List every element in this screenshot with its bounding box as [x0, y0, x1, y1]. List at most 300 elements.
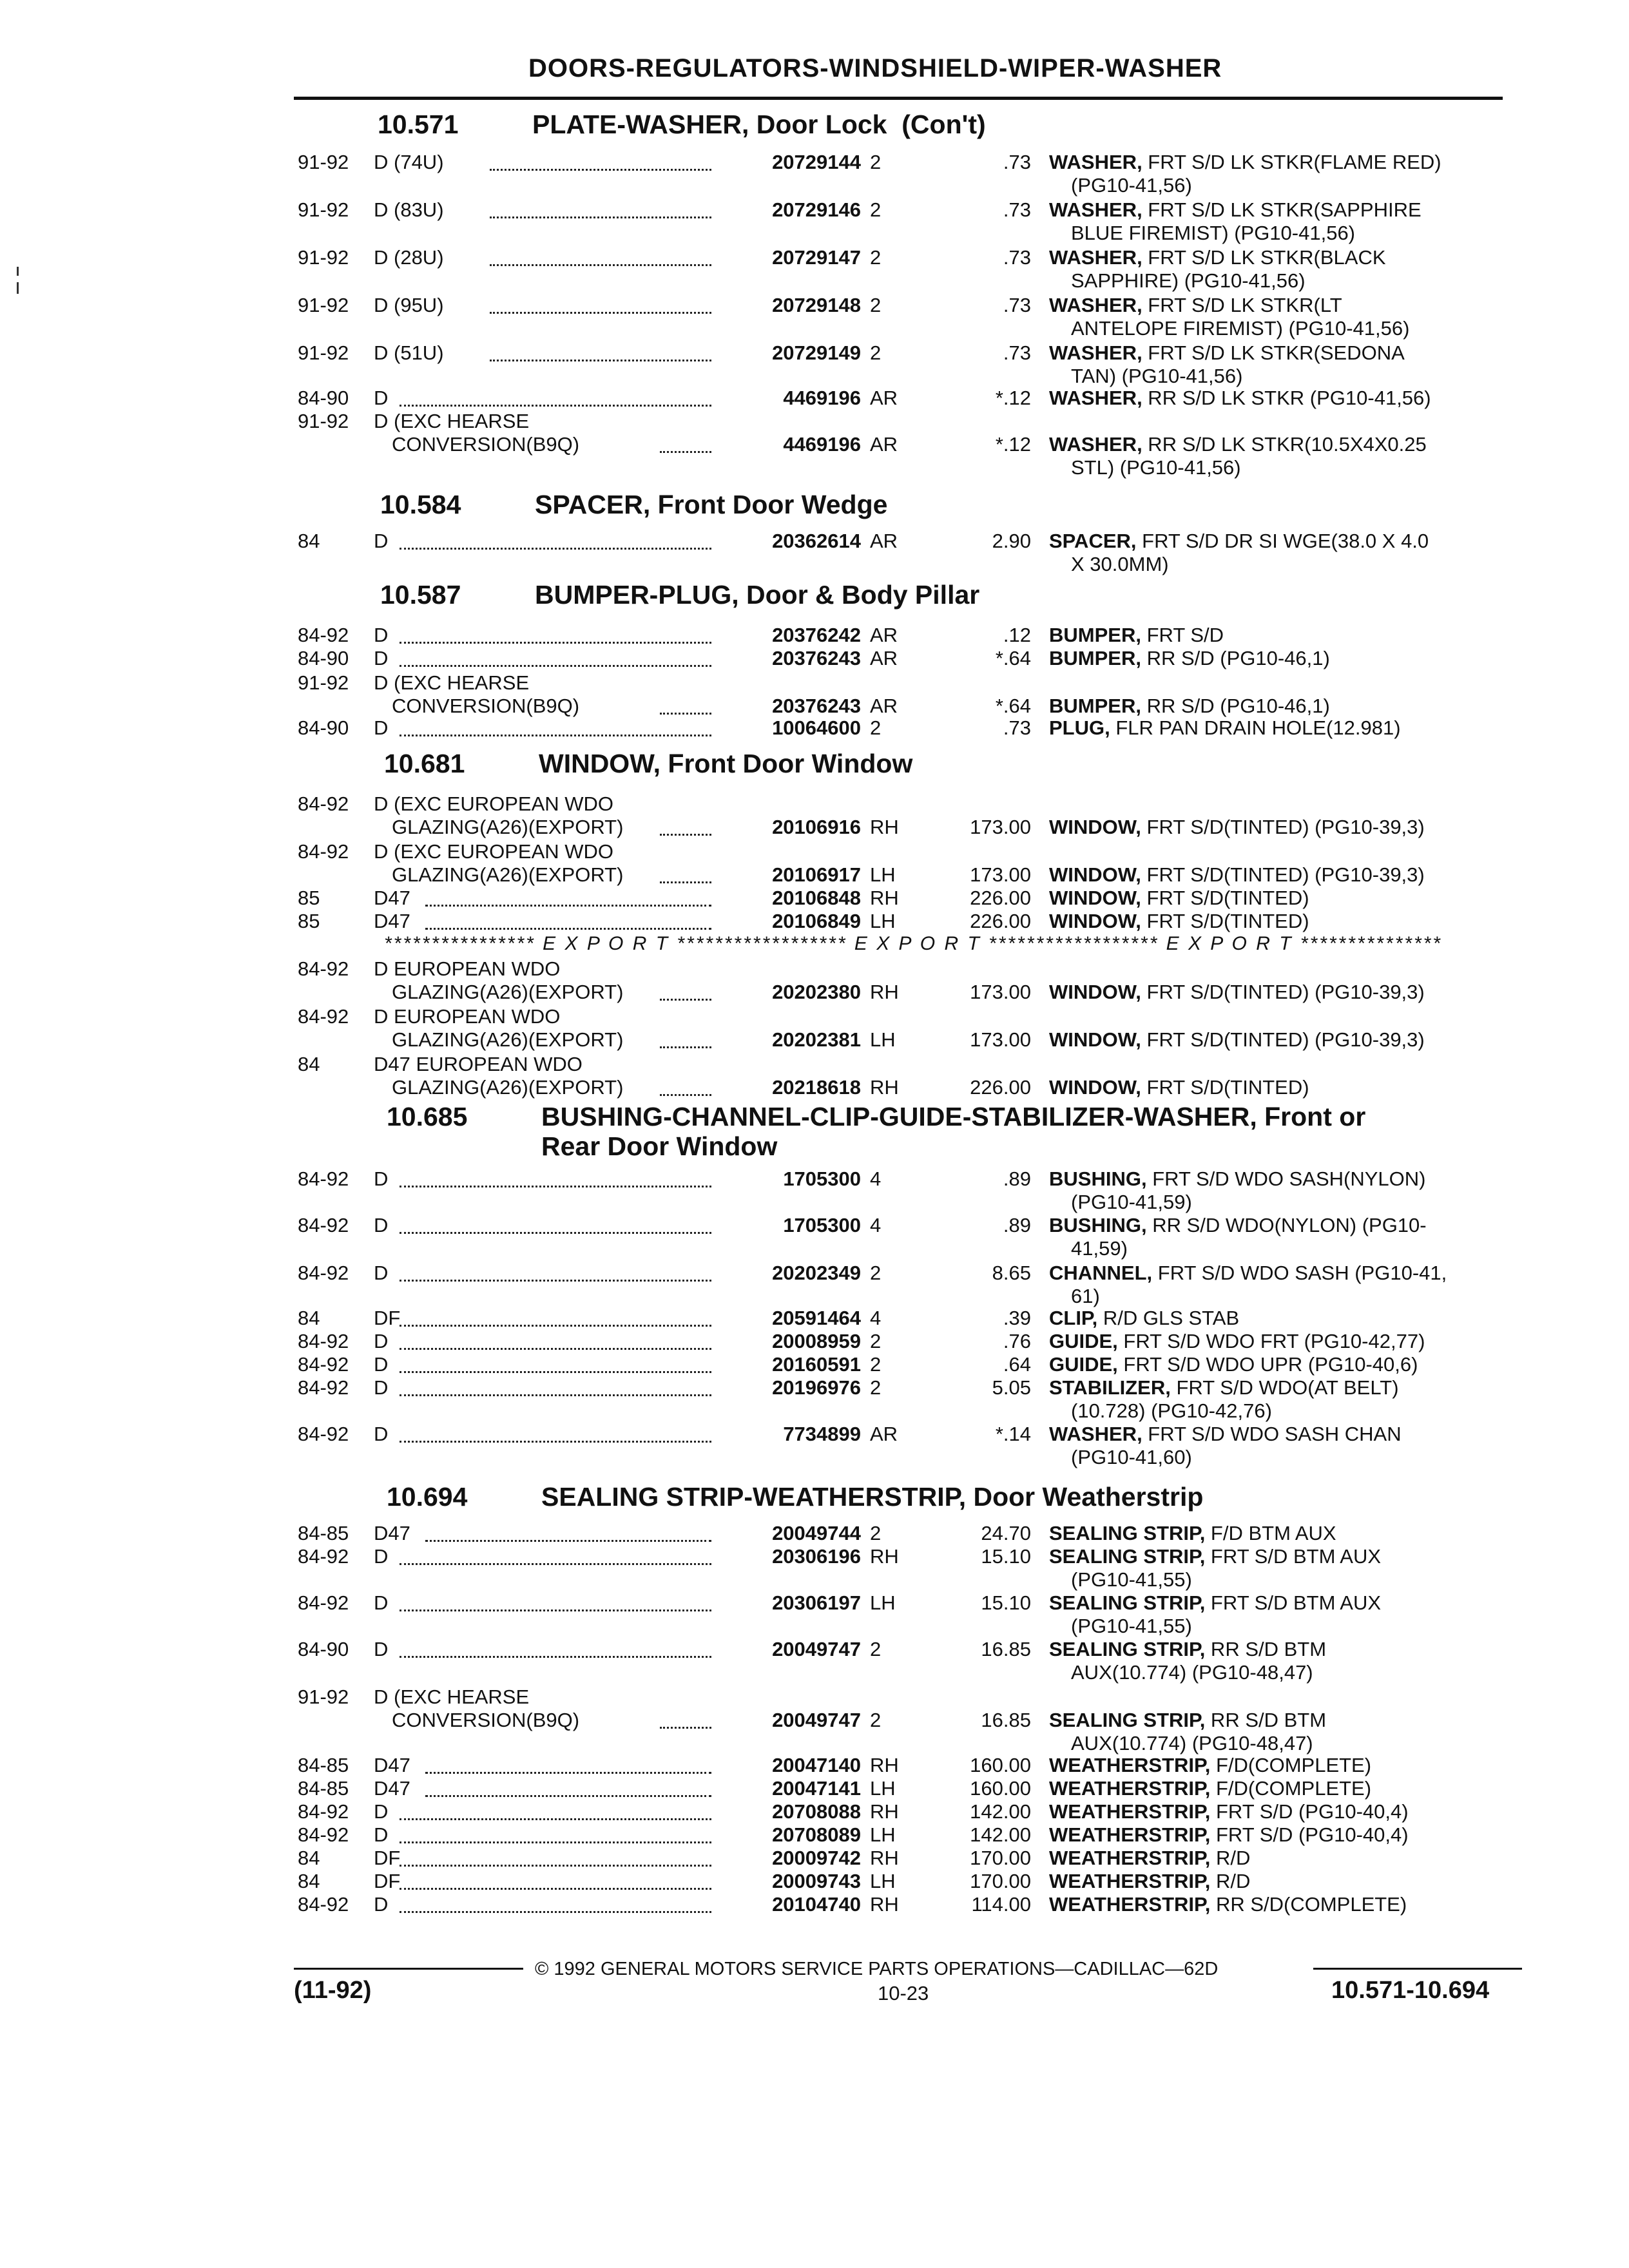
part-description-cont: (10.728) (PG10-42,76)	[1071, 1399, 1272, 1422]
dot-leader	[400, 1862, 711, 1867]
part-number: 20104740	[772, 1893, 861, 1916]
quantity: LH	[870, 1823, 896, 1846]
part-name: SEALING STRIP,	[1049, 1545, 1206, 1568]
body-style: D	[374, 1823, 389, 1846]
quantity: 4	[870, 1214, 882, 1236]
section-heading	[387, 1102, 1547, 1161]
part-number: 20376242	[772, 624, 861, 646]
model-years: 91-92	[298, 294, 349, 316]
model-years: 84-85	[298, 1522, 349, 1544]
price: *.14	[995, 1423, 1031, 1445]
part-detail: FRT S/D(TINTED) (PG10-39,3)	[1141, 981, 1425, 1003]
price: 114.00	[971, 1893, 1031, 1916]
dot-leader	[400, 1392, 711, 1396]
part-detail: FRT S/D LK STKR(FLAME RED)	[1142, 151, 1441, 173]
price: *.12	[995, 387, 1031, 409]
part-detail: RR S/D(COMPLETE)	[1210, 1893, 1407, 1916]
parts-row	[0, 1376, 1629, 1424]
part-detail: RR S/D (PG10-46,1)	[1141, 647, 1330, 669]
part-description-cont: (PG10-41,60)	[1071, 1446, 1192, 1468]
quantity: 4	[870, 1307, 882, 1329]
part-detail: R/D GLS STAB	[1097, 1307, 1240, 1329]
part-description	[1049, 530, 1429, 553]
price: .89	[1003, 1214, 1031, 1236]
part-name: STABILIZER,	[1049, 1376, 1171, 1399]
quantity: 2	[870, 1353, 882, 1376]
part-name: BUMPER,	[1049, 647, 1141, 669]
body-style-cont: GLAZING(A26)(EXPORT)	[392, 1028, 624, 1051]
body-style: D (EXC HEARSE	[374, 1686, 530, 1708]
part-description	[1049, 1893, 1407, 1916]
model-years: 91-92	[298, 341, 349, 364]
parts-row	[0, 246, 1629, 294]
part-detail: FRT S/D WDO SASH(NYLON)	[1146, 1168, 1426, 1190]
dot-leader	[660, 879, 711, 883]
quantity: 2	[870, 1709, 882, 1731]
margin-mark	[17, 267, 19, 276]
price: 226.00	[970, 1076, 1031, 1099]
parts-row	[0, 1893, 1629, 1941]
parts-row	[0, 1053, 1629, 1100]
part-description-cont: SAPPHIRE) (PG10-41,56)	[1071, 269, 1306, 292]
dot-leader	[400, 1839, 711, 1843]
body-style: DF	[374, 1307, 401, 1329]
part-description-cont: (PG10-41,56)	[1071, 174, 1192, 197]
part-name: GUIDE,	[1049, 1330, 1118, 1352]
quantity: RH	[870, 1800, 899, 1823]
part-number: 20708088	[772, 1800, 861, 1823]
footer-section-range: 10.571-10.694	[1331, 1977, 1490, 2004]
part-description-cont: (PG10-41,59)	[1071, 1191, 1192, 1213]
parts-row	[0, 1005, 1629, 1053]
part-name: WEATHERSTRIP,	[1049, 1893, 1211, 1916]
dot-leader	[660, 996, 711, 1001]
part-name: SEALING STRIP,	[1049, 1638, 1206, 1660]
price: .73	[1003, 151, 1031, 173]
body-style-cont: GLAZING(A26)(EXPORT)	[392, 816, 624, 838]
model-years: 84-92	[298, 793, 349, 815]
section-title-suffix: (Con't)	[901, 110, 986, 139]
part-number: 20047140	[772, 1754, 861, 1776]
part-description	[1049, 716, 1401, 740]
part-number: 20049747	[772, 1638, 861, 1660]
section-title-text: BUMPER-PLUG, Door & Body Pillar	[535, 580, 980, 610]
section-number: 10.685	[387, 1102, 468, 1131]
part-description-cont: (PG10-41,55)	[1071, 1615, 1192, 1637]
price: 160.00	[970, 1754, 1031, 1776]
quantity: 2	[870, 1262, 882, 1284]
quantity: AR	[870, 624, 898, 646]
part-number: 20729146	[772, 198, 861, 221]
dot-leader	[425, 1537, 711, 1542]
quantity: 2	[870, 1522, 882, 1544]
part-name: WASHER,	[1049, 341, 1142, 364]
body-style-cont: CONVERSION(B9Q)	[392, 1709, 580, 1731]
part-number: 1705300	[783, 1214, 861, 1236]
part-name: WINDOW,	[1049, 1076, 1141, 1099]
quantity: AR	[870, 433, 898, 456]
part-name: WASHER,	[1049, 433, 1142, 456]
quantity: RH	[870, 1076, 899, 1099]
body-style: D	[374, 387, 389, 409]
part-description-cont: AUX(10.774) (PG10-48,47)	[1071, 1661, 1313, 1684]
model-years: 84-90	[298, 647, 349, 669]
part-number: 20202349	[772, 1262, 861, 1284]
part-number: 7734899	[783, 1423, 861, 1445]
part-detail: FRT S/D	[1141, 624, 1224, 646]
price: 15.10	[981, 1545, 1031, 1568]
part-detail: FRT S/D WDO SASH (PG10-41,	[1152, 1262, 1447, 1284]
dot-leader	[400, 1885, 711, 1890]
part-number: 20306196	[772, 1545, 861, 1568]
section-title	[535, 580, 979, 610]
part-number: 20106849	[772, 910, 861, 932]
dot-leader	[425, 925, 711, 930]
parts-row	[0, 1638, 1629, 1686]
part-detail: RR S/D BTM	[1205, 1638, 1327, 1660]
dot-leader	[660, 1091, 711, 1096]
part-description	[1049, 863, 1425, 887]
body-style: D (28U)	[374, 246, 444, 269]
part-description	[1049, 1709, 1326, 1732]
part-description	[1049, 1307, 1239, 1330]
quantity: 4	[870, 1168, 882, 1190]
quantity: RH	[870, 1893, 899, 1916]
body-style: D	[374, 624, 389, 646]
model-years: 84	[298, 530, 320, 552]
part-description	[1049, 1522, 1336, 1545]
part-description-cont: (PG10-41,55)	[1071, 1568, 1192, 1591]
dot-leader	[425, 902, 711, 907]
part-description-cont: BLUE FIREMIST) (PG10-41,56)	[1071, 222, 1356, 244]
parts-row	[0, 341, 1629, 389]
part-number: 20202380	[772, 981, 861, 1003]
part-description	[1049, 1076, 1309, 1099]
part-name: WINDOW,	[1049, 887, 1141, 909]
section-title	[535, 490, 887, 520]
parts-row	[0, 1423, 1629, 1470]
dot-leader	[425, 1792, 711, 1797]
model-years: 84-92	[298, 1168, 349, 1190]
price: .73	[1003, 294, 1031, 316]
model-years: 84-90	[298, 716, 349, 739]
dot-leader	[400, 1369, 711, 1373]
quantity: RH	[870, 1754, 899, 1776]
part-number: 20362614	[772, 530, 861, 552]
part-description	[1049, 1638, 1326, 1661]
section-title-text: WINDOW, Front Door Window	[539, 749, 913, 778]
body-style: D EUROPEAN WDO	[374, 1005, 561, 1028]
parts-row	[0, 793, 1629, 840]
parts-row	[0, 410, 1629, 479]
price: .73	[1003, 246, 1031, 269]
part-name: WEATHERSTRIP,	[1049, 1847, 1211, 1869]
dot-leader	[400, 639, 711, 644]
body-style: D	[374, 1262, 389, 1284]
body-style: D47	[374, 887, 410, 909]
body-style: D	[374, 1423, 389, 1445]
part-detail: RR S/D (PG10-46,1)	[1141, 695, 1330, 717]
part-description	[1049, 1777, 1371, 1800]
model-years: 84-92	[298, 957, 349, 980]
body-style: D	[374, 1638, 389, 1660]
part-description	[1049, 1262, 1447, 1285]
part-name: WASHER,	[1049, 198, 1142, 221]
export-banner: **************** E X P O R T ****************** E X P O R T ****************** E X P O R T ***************	[384, 933, 1442, 954]
dot-leader	[400, 1561, 711, 1565]
price: .76	[1003, 1330, 1031, 1352]
model-years: 85	[298, 887, 320, 909]
quantity: LH	[870, 1591, 896, 1614]
part-name: WASHER,	[1049, 151, 1142, 173]
part-number: 20202381	[772, 1028, 861, 1051]
dot-leader	[400, 1183, 711, 1187]
part-detail: RR S/D LK STKR (PG10-41,56)	[1142, 387, 1431, 409]
quantity: AR	[870, 387, 898, 409]
body-style: D	[374, 716, 389, 739]
quantity: 2	[870, 151, 882, 173]
part-detail: F/D(COMPLETE)	[1210, 1754, 1372, 1776]
dot-leader	[400, 732, 711, 736]
part-number: 20049747	[772, 1709, 861, 1731]
parts-row	[0, 530, 1629, 577]
part-number: 20196976	[772, 1376, 861, 1399]
price: 226.00	[970, 910, 1031, 932]
part-description	[1049, 1545, 1381, 1568]
body-style: D (EXC EUROPEAN WDO	[374, 840, 614, 863]
part-name: WINDOW,	[1049, 981, 1141, 1003]
dot-leader	[400, 1908, 711, 1913]
part-detail: FRT S/D LK STKR(SAPPHIRE	[1142, 198, 1422, 221]
price: .64	[1003, 1353, 1031, 1376]
section-title	[532, 110, 986, 140]
section-title-text: SEALING STRIP-WEATHERSTRIP, Door Weatherstrip	[541, 1482, 1204, 1512]
section-number: 10.694	[387, 1482, 468, 1512]
dot-leader	[400, 1653, 711, 1658]
parts-row	[0, 1591, 1629, 1639]
part-detail: FRT S/D(TINTED) (PG10-39,3)	[1141, 816, 1425, 838]
part-detail: RR S/D WDO(NYLON) (PG10-	[1146, 1214, 1427, 1236]
body-style: D	[374, 1591, 389, 1614]
part-description	[1049, 981, 1425, 1004]
price: 16.85	[981, 1709, 1031, 1731]
body-style: D47 EUROPEAN WDO	[374, 1053, 583, 1075]
model-years: 91-92	[298, 198, 349, 221]
part-detail: FRT S/D WDO SASH CHAN	[1142, 1423, 1402, 1445]
quantity: RH	[870, 981, 899, 1003]
part-name: WEATHERSTRIP,	[1049, 1777, 1211, 1800]
part-number: 20106917	[772, 863, 861, 886]
part-detail: F/D BTM AUX	[1205, 1522, 1336, 1544]
part-detail: R/D	[1210, 1870, 1251, 1892]
model-years: 84	[298, 1053, 320, 1075]
part-name: PLUG,	[1049, 716, 1110, 739]
part-number: 1705300	[783, 1168, 861, 1190]
model-years: 84-92	[298, 1823, 349, 1846]
dot-leader	[400, 402, 711, 407]
part-detail: FRT S/D LK STKR(SEDONA	[1142, 341, 1405, 364]
part-name: CLIP,	[1049, 1307, 1098, 1329]
part-name: WINDOW,	[1049, 863, 1141, 886]
section-heading	[380, 580, 1540, 611]
margin-mark	[17, 282, 19, 294]
part-name: BUSHING,	[1049, 1214, 1147, 1236]
model-years: 84-92	[298, 1262, 349, 1284]
price: 16.85	[981, 1638, 1031, 1660]
part-number: 20306197	[772, 1591, 861, 1614]
part-description	[1049, 816, 1425, 839]
body-style: D	[374, 1353, 389, 1376]
body-style: D	[374, 1893, 389, 1916]
quantity: 2	[870, 1376, 882, 1399]
part-name: WEATHERSTRIP,	[1049, 1754, 1211, 1776]
model-years: 84-92	[298, 1545, 349, 1568]
part-detail: FRT S/D(TINTED) (PG10-39,3)	[1141, 863, 1425, 886]
model-years: 84-85	[298, 1777, 349, 1800]
part-description	[1049, 433, 1427, 456]
part-detail: FRT S/D DR SI WGE(38.0 X 4.0	[1136, 530, 1429, 552]
model-years: 84-92	[298, 1005, 349, 1028]
part-description	[1049, 1028, 1425, 1052]
price: .73	[1003, 198, 1031, 221]
body-style: D (EXC HEARSE	[374, 410, 530, 432]
dot-leader	[400, 1322, 711, 1327]
model-years: 84-90	[298, 1638, 349, 1660]
part-number: 20049744	[772, 1522, 861, 1544]
dot-leader	[400, 1229, 711, 1234]
price: 2.90	[992, 530, 1031, 552]
part-description-cont: STL) (PG10-41,56)	[1071, 456, 1241, 479]
part-number: 20729148	[772, 294, 861, 316]
part-number: 10064600	[772, 716, 861, 739]
part-number: 20591464	[772, 1307, 861, 1329]
quantity: AR	[870, 647, 898, 669]
dot-leader	[400, 662, 711, 667]
part-description	[1049, 1214, 1427, 1237]
part-description-cont: TAN) (PG10-41,56)	[1071, 365, 1243, 387]
quantity: AR	[870, 695, 898, 717]
parts-row	[0, 294, 1629, 341]
footer-rule-right	[1313, 1968, 1522, 1970]
part-description-cont: 41,59)	[1071, 1237, 1128, 1260]
part-description	[1049, 1353, 1418, 1376]
body-style: D (95U)	[374, 294, 444, 316]
part-detail: FRT S/D WDO UPR (PG10-40,6)	[1117, 1353, 1418, 1376]
part-number: 20160591	[772, 1353, 861, 1376]
page-header-title: DOORS-REGULATORS-WINDSHIELD-WIPER-WASHER	[528, 54, 1222, 82]
part-name: WINDOW,	[1049, 816, 1141, 838]
part-number: 20729147	[772, 246, 861, 269]
dot-leader	[490, 262, 711, 266]
model-years: 91-92	[298, 246, 349, 269]
body-style: D	[374, 1545, 389, 1568]
part-detail: FRT S/D(TINTED)	[1141, 910, 1309, 932]
model-years: 84-92	[298, 1353, 349, 1376]
body-style: D (51U)	[374, 341, 444, 364]
body-style: D	[374, 1376, 389, 1399]
dot-leader	[490, 309, 711, 314]
part-number: 20218618	[772, 1076, 861, 1099]
part-description	[1049, 1847, 1250, 1870]
part-description	[1049, 910, 1309, 933]
footer-revision-date: (11-92)	[294, 1977, 372, 2004]
price: .12	[1003, 624, 1031, 646]
part-number: 4469196	[783, 433, 861, 456]
part-detail: FRT S/D (PG10-40,4)	[1210, 1800, 1409, 1823]
footer-copyright: © 1992 GENERAL MOTORS SERVICE PARTS OPERATIONS—CADILLAC—62D	[535, 1959, 1219, 1979]
part-name: GUIDE,	[1049, 1353, 1118, 1376]
dot-leader	[660, 1044, 711, 1048]
part-number: 20008959	[772, 1330, 861, 1352]
price: 142.00	[970, 1800, 1031, 1823]
dot-leader	[400, 1438, 711, 1443]
part-detail: FRT S/D WDO(AT BELT)	[1170, 1376, 1399, 1399]
body-style: D	[374, 1330, 389, 1352]
part-description	[1049, 624, 1224, 647]
body-style: D EUROPEAN WDO	[374, 957, 561, 980]
part-name: WEATHERSTRIP,	[1049, 1870, 1211, 1892]
part-number: 20009742	[772, 1847, 861, 1869]
part-description-cont: AUX(10.774) (PG10-48,47)	[1071, 1732, 1313, 1754]
price: 173.00	[970, 816, 1031, 838]
part-number: 20376243	[772, 695, 861, 717]
part-number: 20106848	[772, 887, 861, 909]
model-years: 84-92	[298, 624, 349, 646]
part-description	[1049, 387, 1431, 410]
quantity: 2	[870, 341, 882, 364]
part-name: BUMPER,	[1049, 695, 1141, 717]
part-detail: RR S/D BTM	[1205, 1709, 1327, 1731]
section-title-text: PLATE-WASHER, Door Lock	[532, 110, 887, 139]
part-detail: FRT S/D LK STKR(BLACK	[1142, 246, 1386, 269]
parts-row	[0, 840, 1629, 888]
body-style: D47	[374, 1777, 410, 1800]
price: 5.05	[992, 1376, 1031, 1399]
price: 24.70	[981, 1522, 1031, 1544]
part-number: 4469196	[783, 387, 861, 409]
dot-leader	[660, 710, 711, 715]
part-description	[1049, 1800, 1409, 1823]
parts-row	[0, 671, 1629, 719]
body-style-cont: GLAZING(A26)(EXPORT)	[392, 1076, 624, 1099]
part-description	[1049, 151, 1441, 174]
part-description	[1049, 1870, 1250, 1893]
dot-leader	[490, 357, 711, 361]
part-description	[1049, 1591, 1381, 1615]
body-style: D (83U)	[374, 198, 444, 221]
part-description	[1049, 198, 1422, 222]
price: 15.10	[981, 1591, 1031, 1614]
quantity: LH	[870, 1870, 896, 1892]
price: .89	[1003, 1168, 1031, 1190]
part-detail: F/D(COMPLETE)	[1210, 1777, 1372, 1800]
section-heading	[387, 1482, 1547, 1513]
quantity: LH	[870, 1777, 896, 1800]
part-detail: FRT S/D WDO FRT (PG10-42,77)	[1117, 1330, 1425, 1352]
model-years: 84-92	[298, 840, 349, 863]
dot-leader	[660, 448, 711, 453]
part-name: CHANNEL,	[1049, 1262, 1153, 1284]
part-name: WEATHERSTRIP,	[1049, 1800, 1211, 1823]
dot-leader	[400, 1607, 711, 1611]
part-name: WINDOW,	[1049, 1028, 1141, 1051]
parts-row	[0, 151, 1629, 198]
price: 8.65	[992, 1262, 1031, 1284]
body-style: D47	[374, 1754, 410, 1776]
part-number: 20376243	[772, 647, 861, 669]
body-style: D47	[374, 1522, 410, 1544]
price: .73	[1003, 341, 1031, 364]
